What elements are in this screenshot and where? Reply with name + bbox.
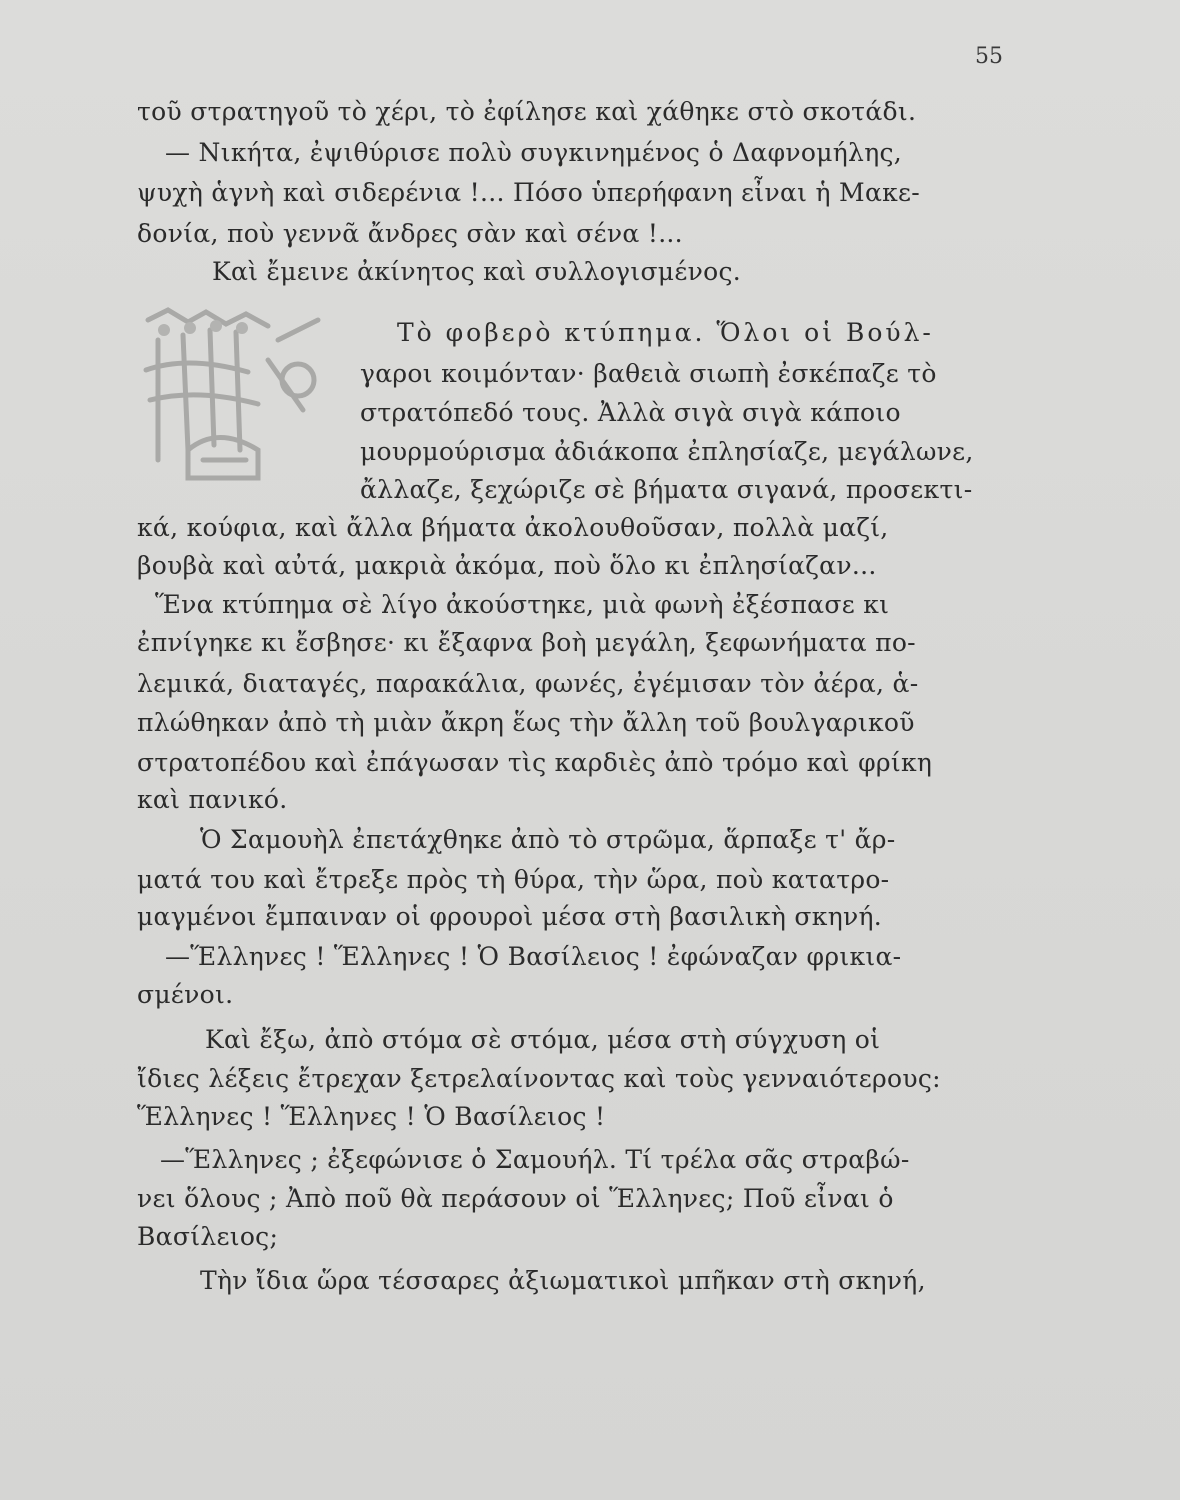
text-line-4: δονία, ποὺ γεννᾶ ἄνδρες σὰν καὶ σένα !... [137, 219, 683, 248]
text-line-8: στρατόπεδό τους. Ἀλλὰ σιγὰ σιγὰ κάποιο [360, 398, 901, 427]
text-line-16: πλώθηκαν ἀπὸ τὴ μιὰν ἄκρη ἕως τὴν ἄλλη τοῦ βουλγαρικοῦ [137, 708, 915, 737]
text-line-24: Καὶ ἔξω, ἀπὸ στόμα σὲ στόμα, μέσα στὴ σύγχυση οἱ [205, 1025, 881, 1054]
text-line-17: στρατοπέδου καὶ ἐπάγωσαν τὶς καρδιὲς ἀπὸ τρόμο καὶ φρίκη [137, 748, 933, 777]
text-line-28: νει ὅλους ; Ἀπὸ ποῦ θὰ περάσουν οἱ Ἕλληνες; Ποῦ εἶναι ὁ [137, 1184, 894, 1213]
text-line-25: ἴδιες λέξεις ἔτρεχαν ξετρελαίνοντας καὶ τοὺς γενναιότερους: [137, 1064, 941, 1093]
text-line-7: γαροι κοιμόνταν· βαθειὰ σιωπὴ ἐσκέπαζε τὸ [360, 359, 937, 388]
text-line-18: καὶ πανικό. [137, 785, 288, 814]
text-line-5: Καὶ ἔμεινε ἀκίνητος καὶ συλλογισμένος. [212, 257, 742, 286]
text-line-9: μουρμούρισμα ἀδιάκοπα ἐπλησίαζε, μεγάλωνε, [360, 437, 974, 466]
text-line-29: Βασίλειος; [137, 1222, 279, 1251]
woodcut-illustration [128, 300, 328, 485]
text-line-11: κά, κούφια, καὶ ἄλλα βήματα ἀκολουθοῦσαν, πολλὰ μαζί, [137, 513, 889, 542]
page-number: 55 [975, 44, 1003, 69]
text-line-2: — Νικήτα, ἐψιθύρισε πολὺ συγκινημένος ὁ Δαφνομήλης, [165, 138, 903, 167]
text-line-26: Ἕλληνες ! Ἕλληνες ! Ὁ Βασίλειος ! [137, 1102, 606, 1131]
text-line-30: Τὴν ἴδια ὥρα τέσσαρες ἀξιωματικοὶ μπῆκαν στὴ σκηνή, [200, 1266, 926, 1295]
text-line-10: ἄλλαζε, ξεχώριζε σὲ βήματα σιγανά, προσεκτι- [360, 475, 973, 504]
text-line-1: τοῦ στρατηγοῦ τὸ χέρι, τὸ ἐφίλησε καὶ χάθηκε στὸ σκοτάδι. [137, 97, 917, 126]
text-line-19: Ὁ Σαμουὴλ ἐπετάχθηκε ἀπὸ τὸ στρῶμα, ἅρπαξε τ' ἄρ- [200, 825, 896, 854]
section-heading-line: Τὸ φοβερὸ κτύπημα. Ὅλοι οἱ Βούλ- [397, 318, 934, 347]
text-line-3: ψυχὴ ἁγνὴ καὶ σιδερένια !... Πόσο ὑπερήφανη εἶναι ἡ Μακε- [137, 178, 921, 207]
text-line-15: λεμικά, διαταγές, παρακάλια, φωνές, ἐγέμισαν τὸν ἀέρα, ἁ- [137, 669, 919, 698]
text-line-13: Ἕνα κτύπημα σὲ λίγο ἀκούστηκε, μιὰ φωνὴ ἐξέσπασε κι [155, 590, 890, 619]
text-line-23: σμένοι. [137, 980, 234, 1009]
text-line-22: —Ἕλληνες ! Ἕλληνες ! Ὁ Βασίλειος ! ἐφώναζαν φρικια- [165, 942, 902, 971]
text-line-14: ἐπνίγηκε κι ἔσβησε· κι ἔξαφνα βοὴ μεγάλη, ξεφωνήματα πο- [137, 628, 916, 657]
text-line-27: —Ἕλληνες ; ἐξεφώνισε ὁ Σαμουήλ. Τί τρέλα σᾶς στραβώ- [160, 1145, 910, 1174]
text-line-20: ματά του καὶ ἔτρεξε πρὸς τὴ θύρα, τὴν ὥρα, ποὺ κατατρο- [137, 865, 890, 894]
text-line-12: βουβὰ καὶ αὐτά, μακριὰ ἀκόμα, ποὺ ὅλο κι ἐπλησίαζαν... [137, 551, 877, 580]
text-line-21: μαγμένοι ἔμπαιναν οἱ φρουροὶ μέσα στὴ βασιλικὴ σκηνή. [137, 902, 883, 931]
